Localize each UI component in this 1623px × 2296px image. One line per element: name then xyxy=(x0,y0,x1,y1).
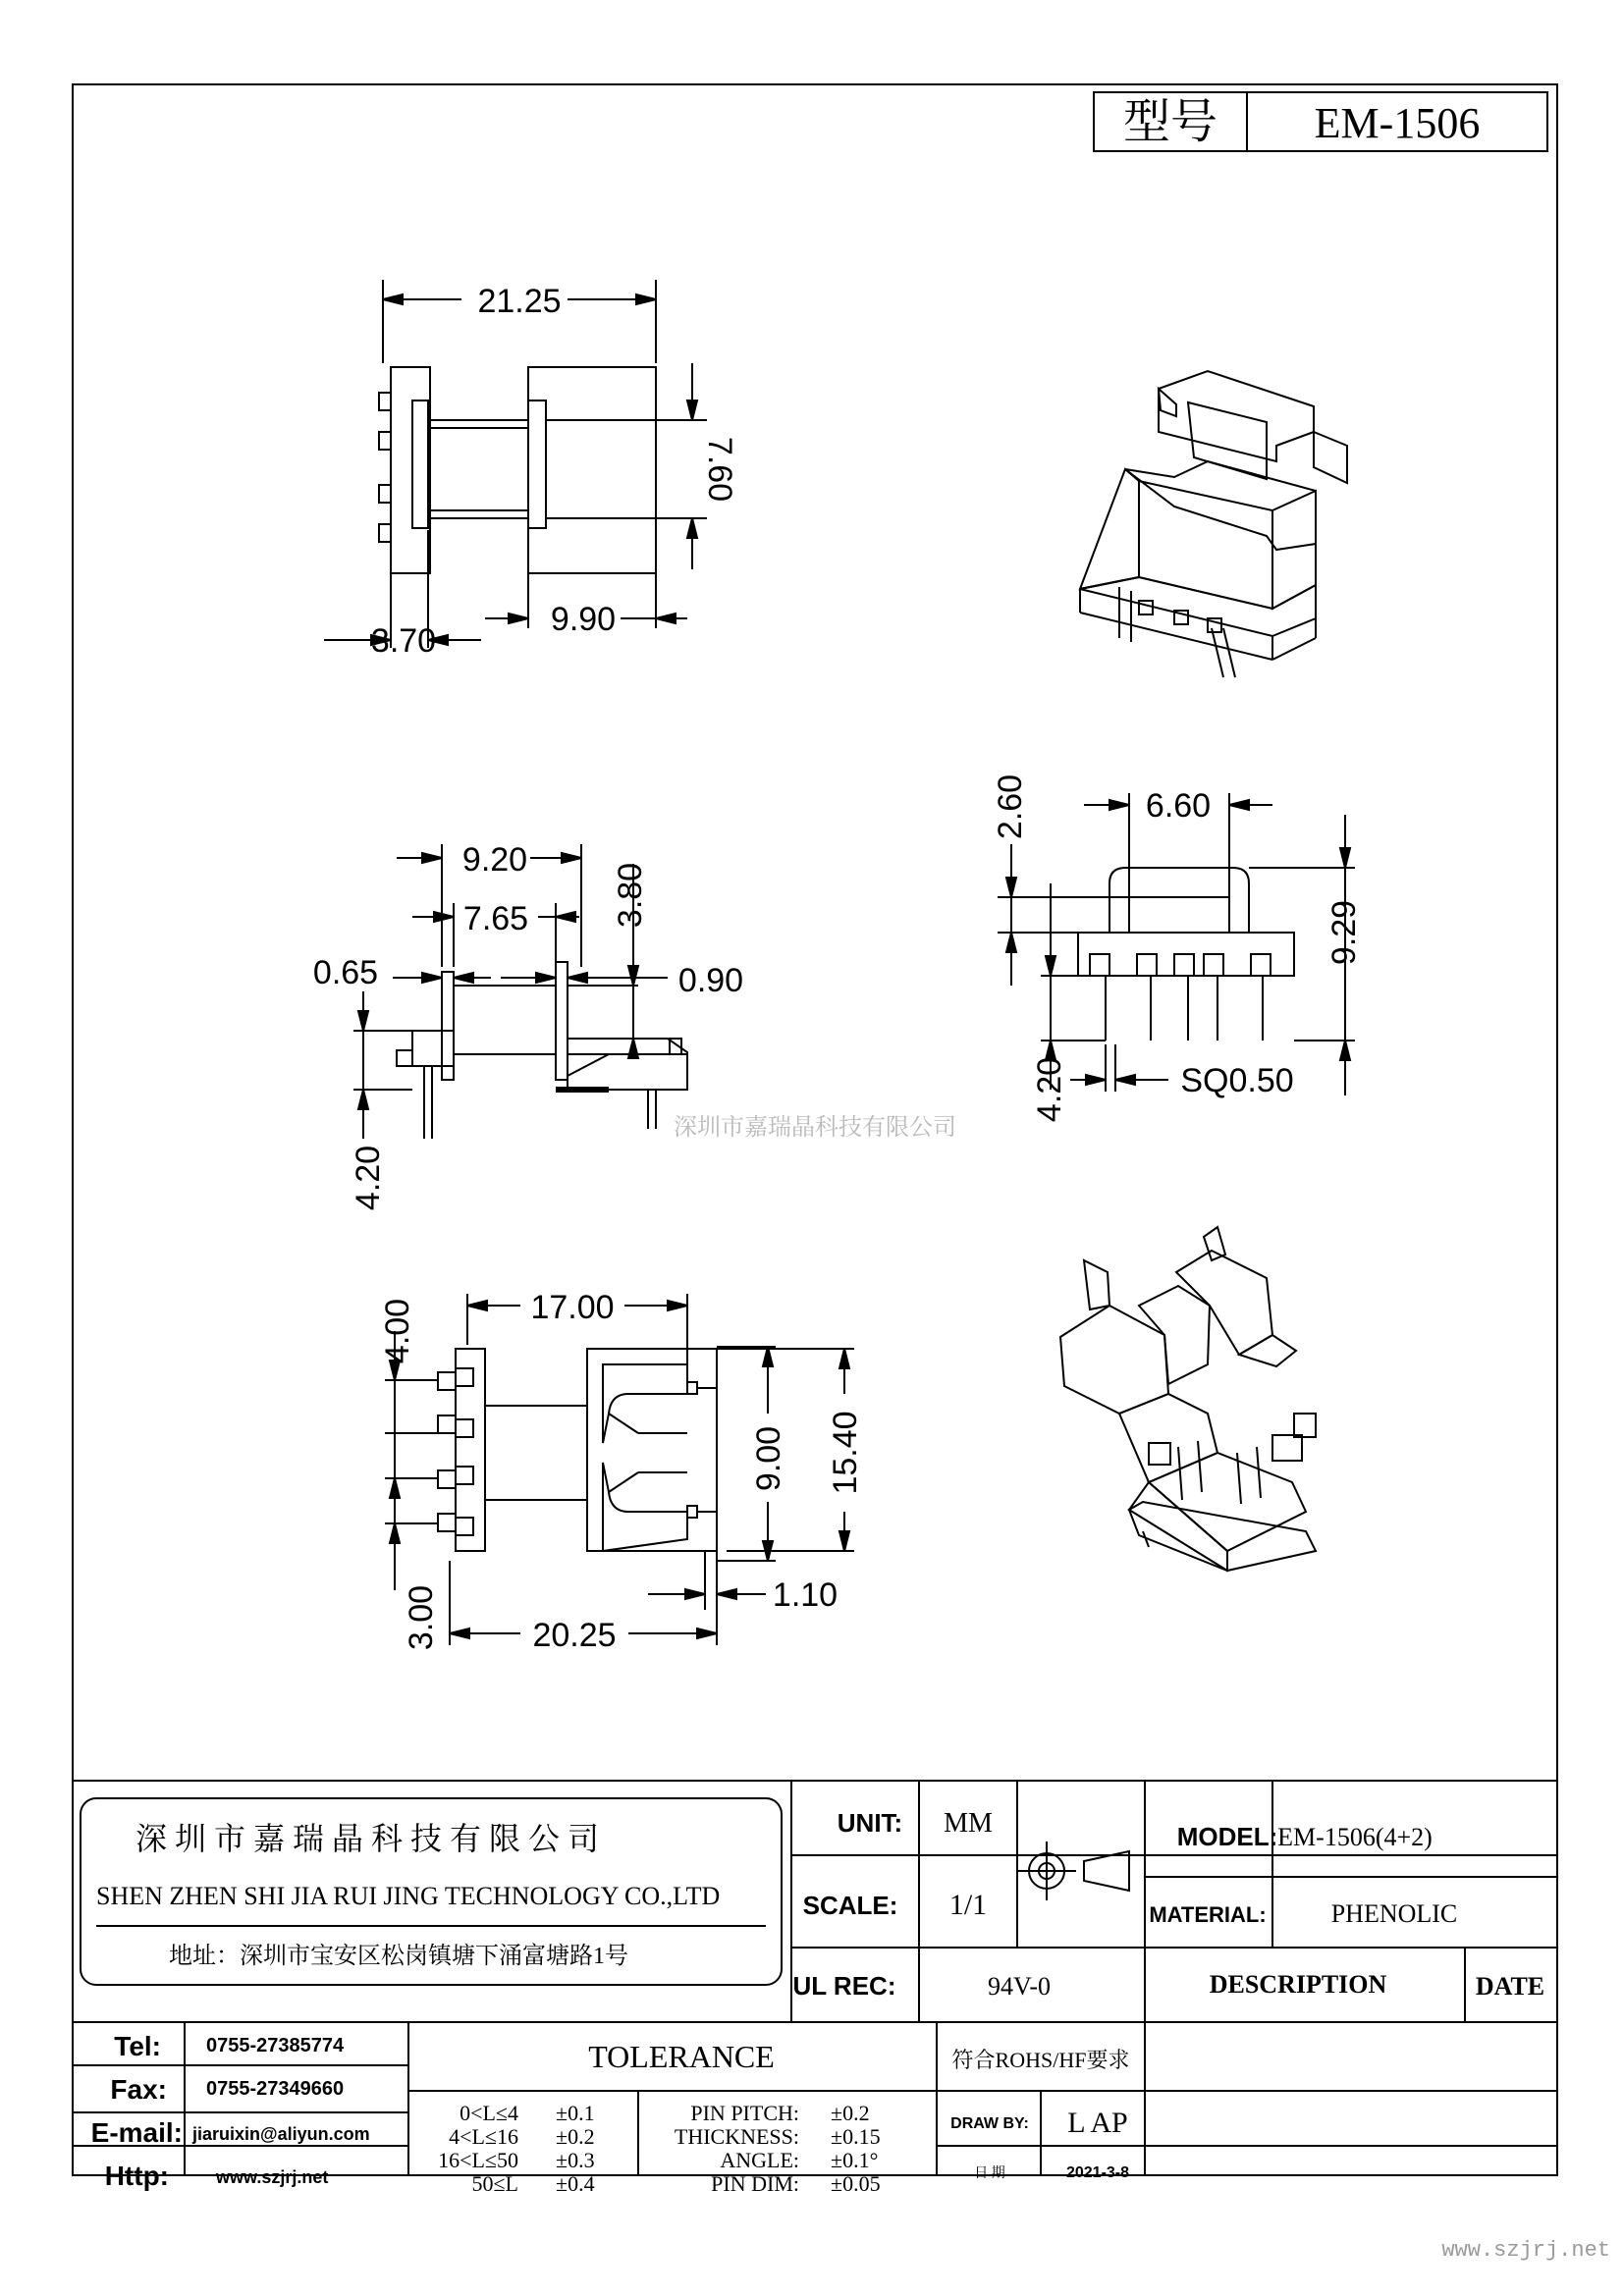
front-view xyxy=(998,793,1355,1095)
dim-9-29: 9.29 xyxy=(1325,899,1363,966)
unit-value: MM xyxy=(944,1808,993,1839)
pin-pitch-label: PIN PITCH: xyxy=(690,2101,799,2125)
dim-9-00: 9.00 xyxy=(750,1425,787,1492)
dim-17-00: 17.00 xyxy=(530,1289,615,1326)
material-value: PHENOLIC xyxy=(1330,1899,1458,1928)
dim-3-00: 3.00 xyxy=(403,1584,440,1651)
http-label: Http: xyxy=(104,2161,169,2191)
isometric-view-bottom xyxy=(1060,1227,1316,1571)
pin-dim-label: PIN DIM: xyxy=(711,2171,799,2196)
dim-sq0-50: SQ0.50 xyxy=(1180,1062,1294,1099)
dim-7-65: 7.65 xyxy=(462,900,529,937)
material-label: MATERIAL: xyxy=(1149,1902,1267,1927)
thickness-label: THICKNESS: xyxy=(674,2124,799,2149)
tolerance-value-4: ±0.4 xyxy=(556,2171,595,2196)
draw-by-value: L AP xyxy=(1067,2107,1128,2139)
isometric-view-top xyxy=(1080,371,1347,677)
email-label: E-mail: xyxy=(90,2117,183,2148)
angle-label: ANGLE: xyxy=(720,2148,799,2172)
dim-6-60: 6.60 xyxy=(1145,787,1212,825)
tel-label: Tel: xyxy=(114,2031,161,2061)
tolerance-value-1: ±0.1 xyxy=(556,2101,595,2125)
fax-value: 0755-27349660 xyxy=(206,2078,345,2100)
dim-20-25: 20.25 xyxy=(532,1617,617,1654)
model-value: EM-1506 xyxy=(1314,99,1481,147)
dim-4-20-front: 4.20 xyxy=(1031,1056,1068,1123)
projection-symbol-icon xyxy=(1017,1842,1129,1900)
top-view xyxy=(324,280,707,648)
dim-2-60: 2.60 xyxy=(992,774,1029,840)
scale-label: SCALE: xyxy=(802,1891,898,1920)
draw-by-label: DRAW BY: xyxy=(950,2115,1029,2132)
dim-7-60: 7.60 xyxy=(701,436,738,503)
dim-0-90: 0.90 xyxy=(677,962,744,999)
ul-rec-label: UL REC: xyxy=(792,1971,896,2001)
thickness-value: ±0.15 xyxy=(831,2124,881,2149)
tolerance-range-4: 50≤L xyxy=(471,2171,518,2196)
scale-value: 1/1 xyxy=(948,1889,988,1921)
footer-url: www.szjrj.net xyxy=(1441,2238,1610,2263)
tolerance-value-2: ±0.2 xyxy=(556,2124,595,2149)
tolerance-value-3: ±0.3 xyxy=(556,2148,595,2172)
model-title-box xyxy=(1094,92,1547,151)
dim-3-80: 3.80 xyxy=(612,862,649,929)
dim-9-20: 9.20 xyxy=(461,841,528,879)
rohs-note: 符合ROHS/HF要求 xyxy=(951,2048,1130,2072)
dim-1-10: 1.10 xyxy=(772,1576,839,1614)
dim-3-70: 3.70 xyxy=(370,622,437,660)
pin-dim-value: ±0.05 xyxy=(831,2171,881,2196)
dim-9-90: 9.90 xyxy=(550,601,617,638)
tolerance-range-2: 4<L≤16 xyxy=(449,2124,518,2149)
company-name-en: SHEN ZHEN SHI JIA RUI JING TECHNOLOGY CO.,LTD xyxy=(96,1882,721,1910)
ul-rec-value: 94V-0 xyxy=(987,1972,1052,2001)
model-value-spec: EM-1506(4+2) xyxy=(1277,1823,1433,1851)
fax-label: Fax: xyxy=(110,2074,167,2105)
http-value: www.szjrj.net xyxy=(216,2167,329,2187)
unit-label: UNIT: xyxy=(837,1808,903,1838)
tolerance-range-1: 0<L≤4 xyxy=(460,2101,518,2125)
tolerance-title: TOLERANCE xyxy=(588,2039,775,2074)
dim-4-00: 4.00 xyxy=(379,1298,416,1364)
pin-pitch-value: ±0.2 xyxy=(831,2101,870,2125)
watermark-company: 深圳市嘉瑞晶科技有限公司 xyxy=(674,1114,956,1141)
email-value: jiaruixin@aliyun.com xyxy=(192,2124,370,2144)
model-label: 型号 xyxy=(1122,96,1218,148)
angle-value: ±0.1° xyxy=(831,2148,879,2172)
dim-4-20-side: 4.20 xyxy=(350,1145,387,1211)
company-name-cn: 深 圳 市 嘉 瑞 晶 科 技 有 限 公 司 xyxy=(135,1821,600,1856)
date-label: DATE xyxy=(1475,1972,1545,2001)
tolerance-range-3: 16<L≤50 xyxy=(438,2148,518,2172)
tel-value: 0755-27385774 xyxy=(206,2035,345,2056)
date-cn-label: 日 期 xyxy=(974,2166,1005,2181)
description-label: DESCRIPTION xyxy=(1209,1970,1387,1999)
date-value: 2021-3-8 xyxy=(1065,2164,1130,2181)
dim-15-40: 15.40 xyxy=(827,1411,864,1495)
dim-21-25: 21.25 xyxy=(477,283,562,320)
model-label-spec: MODEL: xyxy=(1176,1822,1278,1851)
dim-0-65: 0.65 xyxy=(312,954,379,991)
company-address: 地址：深圳市宝安区松岗镇塘下涌富塘路1号 xyxy=(169,1944,628,1969)
